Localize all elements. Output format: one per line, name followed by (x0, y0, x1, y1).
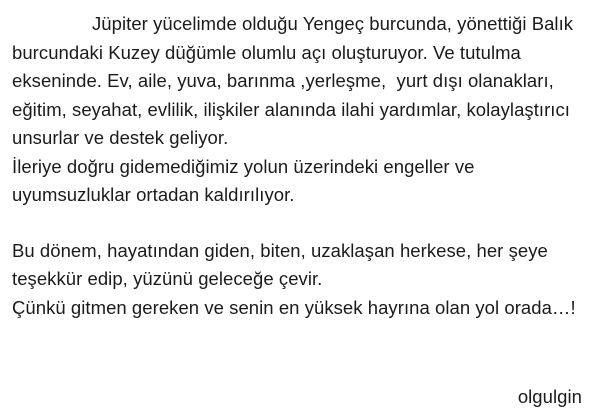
signature-block (518, 384, 582, 410)
paragraph-3: Bu dönem, hayatından giden, biten, uzaklaşan herkese, her şeye teşekkür edip, yüzünü geleceğe çevir. (12, 239, 554, 289)
paragraph-spacer (12, 210, 586, 237)
paragraph-2: İleriye doğru gidemediğimiz yolun üzerindeki engeller ve uyumsuzluklar ortadan kaldırılıyor. (12, 155, 480, 205)
paragraph-4: Çünkü gitmen gereken ve senin en yüksek hayrına olan yol orada…! (12, 296, 576, 318)
paragraph-1: Jüpiter yücelimde olduğu Yengeç burcunda, yönettiği Balık burcundaki Kuzey düğümle olumlu açı oluşturuyor. Ve tutulma ekseninde. Ev, aile, yuva, barınma ,yerleşme, yurt dışı olanakları, eğitim, seyahat, evlilik, ilişkiler alanında ilahi yardımlar, kolaylaştırıcı unsurlar ve destek geliyor. (12, 13, 579, 148)
signature-text: olgulgin (517, 386, 582, 407)
document-text-body (12, 10, 586, 322)
